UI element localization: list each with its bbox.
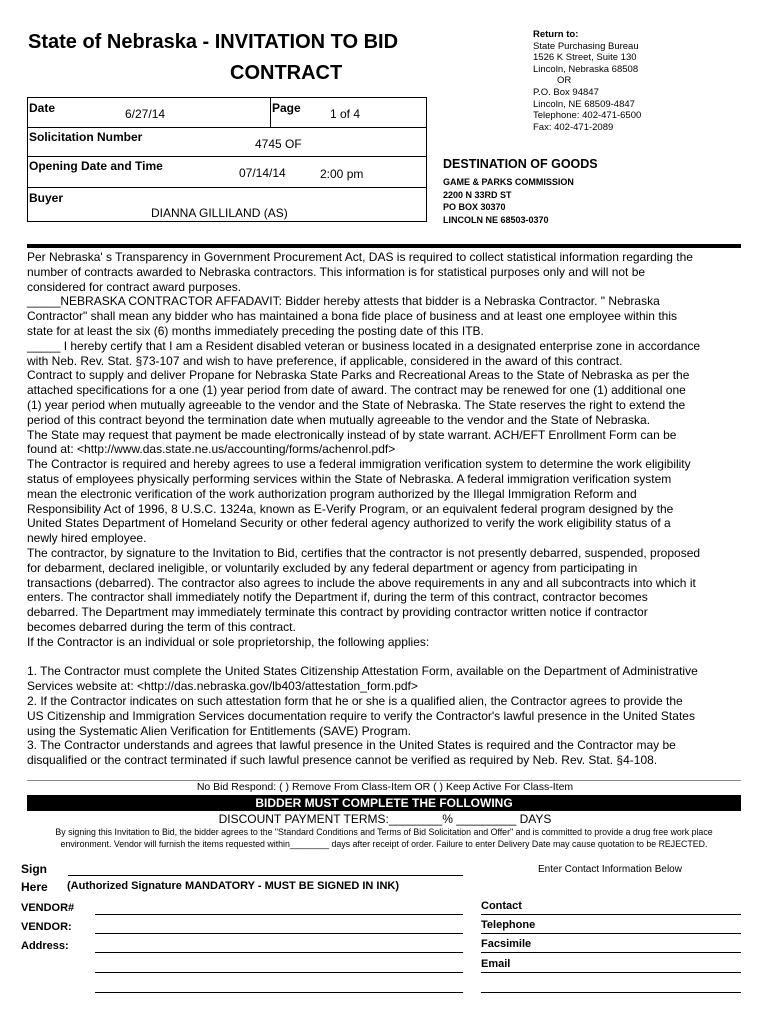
body-text-line: period of this contract beyond the termination date when mutually agreeable to the vendor and the State of Nebraska.	[27, 412, 651, 427]
body-text-line: US Citizenship and Immigration Services documentation require to verify the Contractor's lawful presence in the United States	[27, 708, 695, 723]
page-divider	[270, 98, 271, 127]
body-text-line: Contract to supply and deliver Propane for Nebraska State Parks and Recreational Areas to the State of Nebraska as per the	[27, 368, 690, 383]
row-divider	[28, 156, 426, 157]
row-divider	[28, 187, 426, 188]
body-text-line: Per Nebraska' s Transparency in Government Procurement Act, DAS is required to collect statistical information regarding the	[27, 250, 693, 264]
address-field-line-2[interactable]	[95, 972, 463, 973]
destination-block	[443, 157, 743, 226]
buyer-label: Buyer	[29, 191, 64, 205]
body-text-line: number of contracts awarded to Nebraska contractors. This information is for statistical purposes only and will not be	[27, 264, 646, 279]
body-text-line: newly hired employee.	[27, 531, 147, 546]
page-title-contract: CONTRACT	[230, 62, 343, 84]
facsimile-field[interactable]	[481, 952, 741, 953]
body-text-line: United States Department of Homeland Security or other federal agency authorized to verify the work eligibility status of a	[27, 516, 671, 531]
signature-line[interactable]	[68, 875, 463, 876]
body-text-line: If the Contractor is an individual or sole proprietorship, the following applies:	[27, 634, 430, 649]
contact-label: Contact	[481, 900, 522, 912]
signature-caption: (Authorized Signature MANDATORY - MUST BE SIGNED IN INK)	[67, 880, 400, 892]
body-text-line: The contractor, by signature to the Invitation to Bid, certifies that the contractor is not presently debarred, suspended, proposed	[27, 545, 701, 560]
solicitation-info-box	[27, 97, 427, 222]
telephone-field[interactable]	[481, 933, 741, 934]
page-value: 1 of 4	[330, 107, 361, 121]
page-label: Page	[272, 101, 301, 115]
return-line: Lincoln, NE 68509-4847	[533, 98, 635, 110]
terms-statement	[27, 826, 741, 850]
bidder-must-complete-banner: BIDDER MUST COMPLETE THE FOLLOWING	[27, 795, 741, 811]
body-text-line: 2. If the Contractor indicates on such attestation form that he or she is a qualified alien, the Contractor agrees to provide the	[27, 693, 683, 708]
terms-line: By signing this Invitation to Bid, the bidder agrees to the "Standard Conditions and Terms of Bid Solicitation and Offer" and is committed to provide a drug free work place	[55, 827, 713, 837]
solicitation-number-label: Solicitation Number	[29, 130, 143, 144]
here-label: Here	[21, 880, 48, 894]
body-text-line: 1. The Contractor must complete the United States Citizenship Attestation Form, available on the Department of Administrative	[27, 664, 698, 679]
heavy-divider	[27, 244, 741, 248]
body-text-line: status of employees physically performing services within the State of Nebraska. A federal immigration verification system	[27, 471, 672, 486]
return-line: P.O. Box 94847	[533, 86, 599, 98]
destination-line: PO BOX 30370	[443, 202, 506, 212]
return-line: State Purchasing Bureau	[533, 40, 639, 52]
date-value: 6/27/14	[125, 107, 166, 121]
page-title: State of Nebraska - INVITATION TO BID	[28, 31, 399, 53]
body-text-line	[27, 650, 747, 665]
body-text-line: becomes debarred during the term of this contract.	[27, 619, 296, 634]
email-field[interactable]	[481, 972, 741, 973]
solicitation-body-text	[27, 250, 747, 768]
vendor-number-field[interactable]	[95, 914, 463, 915]
body-text-line: debarred. The Department may immediately terminate this contract by providing contractor written notice if contractor	[27, 605, 648, 620]
body-text-line: transactions (debarred). The contractor also agrees to include the above requirements in any and all subcontracts into which it	[27, 575, 696, 590]
telephone-label: Telephone	[481, 919, 536, 931]
body-text-line: found at: <http://www.das.state.ne.us/accounting/forms/achenrol.pdf>	[27, 442, 396, 457]
body-text-line: using the Systematic Alien Verification for Entitlements (SAVE) Program.	[27, 723, 411, 738]
extra-contact-field[interactable]	[481, 992, 741, 993]
facsimile-label: Facsimile	[481, 938, 532, 950]
enter-contact-label: Enter Contact Information Below	[538, 864, 682, 875]
vendor-name-label: VENDOR:	[21, 921, 72, 933]
opening-time-value: 2:00 pm	[320, 167, 364, 181]
body-text-line: Contractor" shall mean any bidder who has maintained a bona fide place of business and at least one employee within this	[27, 309, 677, 324]
no-bid-respond-line: No Bid Respond: ( ) Remove From Class-Item OR ( ) Keep Active For Class-Item	[196, 781, 574, 793]
body-text-line: 3. The Contractor understands and agrees that lawful presence in the United States is required and the Contractor may be	[27, 738, 676, 753]
body-text-line: (1) year period when mutually agreeable to the vendor and the State of Nebraska. The State reserves the right to extend the	[27, 397, 686, 412]
destination-line: GAME & PARKS COMMISSION	[443, 177, 574, 187]
body-text-line: The State may request that payment be made electronically instead of by state warrant. ACH/EFT Enrollment Form can be	[27, 427, 677, 442]
return-line: Fax: 402-471-2089	[533, 121, 614, 133]
body-text-line: Responsibility Act of 1996, 8 U.S.C. 1324a, known as E-Verify Program, or an equivalent federal program designed by the	[27, 501, 674, 516]
contact-field[interactable]	[481, 914, 741, 915]
address-field-line-3[interactable]	[95, 992, 463, 993]
destination-line: LINCOLN NE 68503-0370	[443, 214, 549, 225]
return-line: 1526 K Street, Suite 130	[533, 52, 637, 64]
return-line-or: OR	[557, 75, 572, 87]
buyer-value: DIANNA GILLILAND (AS)	[151, 206, 288, 220]
body-text-line: Services website at: <http://das.nebraska.gov/lb403/attestation_form.pdf>	[27, 679, 418, 694]
date-label: Date	[29, 101, 56, 115]
vendor-number-label: VENDOR#	[21, 902, 75, 914]
opening-date-value: 07/14/14	[239, 166, 286, 180]
vendor-name-field[interactable]	[95, 933, 463, 934]
return-line: Lincoln, Nebraska 68508	[533, 63, 639, 75]
body-text-line: considered for contract award purposes.	[27, 279, 242, 294]
return-label: Return to:	[533, 29, 579, 40]
return-line: Telephone: 402-471-6500	[533, 110, 642, 122]
return-address-block	[533, 29, 641, 133]
address-field-line-1[interactable]	[95, 952, 463, 953]
terms-line: environment. Vendor will furnish the items requested within________ days after receipt of order. Failure to enter Delivery Date may cause quotation to be REJECTED.	[60, 839, 708, 849]
body-text-line: with Neb. Rev. Stat. §73-107 and wish to have preference, if applicable, considered in the award of this contract.	[27, 353, 623, 368]
address-label: Address:	[21, 940, 69, 952]
email-label: Email	[481, 958, 511, 970]
row-divider	[28, 127, 426, 128]
body-text-line: enters. The contractor shall immediately notify the Department if, during the term of this contract, contractor becomes	[27, 590, 648, 605]
body-text-line: disqualified or the contract terminated if such lawful presence cannot be verified as required by Neb. Rev. Stat. §4-108.	[27, 753, 658, 768]
body-text-line: _____NEBRASKA CONTRACTOR AFFADAVIT: Bidder hereby attests that bidder is a Nebraska Contractor. " Nebraska	[27, 294, 660, 309]
destination-title: DESTINATION OF GOODS	[443, 157, 598, 171]
discount-payment-terms: DISCOUNT PAYMENT TERMS:________% _________ DAYS	[218, 812, 552, 826]
body-text-line: _____ I hereby certify that I am a Resident disabled veteran or business located in a designated enterprise zone in accordance	[27, 338, 701, 353]
opening-date-label: Opening Date and Time	[29, 159, 163, 173]
body-text-line: attached specifications for a one (1) year period from date of award. The contract may be renewed for one (1) additional one	[27, 383, 686, 398]
sign-here-label	[21, 860, 48, 896]
sign-label: Sign	[21, 862, 47, 876]
destination-line: 2200 N 33RD ST	[443, 189, 512, 200]
body-text-line: mean the electronic verification of the work authorization program authorized by the Illegal Immigration Reform and	[27, 486, 637, 501]
body-text-line: The Contractor is required and hereby agrees to use a federal immigration verification system to determine the work eligibility	[27, 457, 691, 472]
body-text-line: state for at least the six (6) months immediately preceding the posting date of this ITB.	[27, 323, 484, 338]
body-text-line: for debarment, declared ineligible, or voluntarily excluded by any federal department or agency from participating in	[27, 560, 638, 575]
solicitation-number-value: 4745 OF	[255, 137, 302, 151]
